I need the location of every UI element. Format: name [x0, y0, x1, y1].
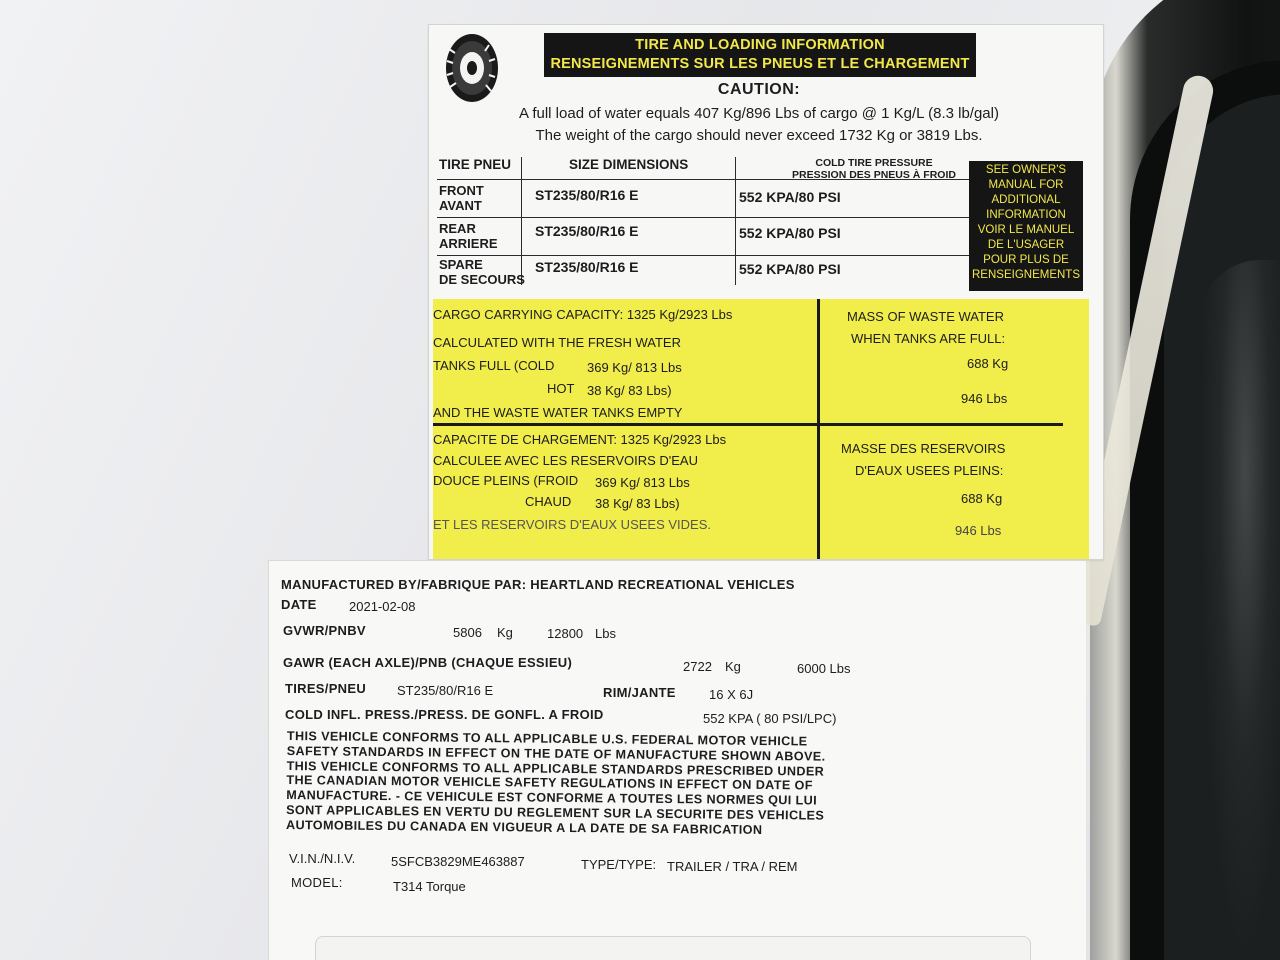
position-label-fr: AVANT	[439, 198, 482, 213]
vin-value: 5SFCB3829ME463887	[391, 854, 525, 869]
tire-pressure: 552 KPA/80 PSI	[739, 225, 841, 241]
conform-line: SAFETY STANDARDS IN EFFECT ON THE DATE OF MANUFACTURE SHOWN ABOVE.	[286, 743, 826, 764]
pressure-header-fr: PRESSION DES PNEUS À FROID	[792, 169, 956, 181]
tire-size: ST235/80/R16 E	[535, 187, 639, 203]
caution-heading: CAUTION:	[717, 81, 801, 98]
panel-divider	[433, 423, 1063, 426]
tire-row-spare	[439, 257, 525, 287]
tire-row-rear	[439, 221, 498, 251]
label-title	[544, 33, 976, 77]
gawr-label: GAWR (EACH AXLE)/PNB (CHAQUE ESSIEU)	[283, 655, 573, 670]
cargo-capacity-en: CARGO CARRYING CAPACITY: 1325 Kg/2923 Lbs	[433, 307, 733, 322]
title-line-1: TIRE AND LOADING INFORMATION	[635, 37, 885, 53]
gvwr-label: GVWR/PNBV	[283, 623, 366, 638]
waste-full-fr: D'EAUX USEES PLEINS:	[855, 463, 1004, 478]
see-owner-line: MANUAL FOR	[988, 179, 1064, 191]
manufactured-by: MANUFACTURED BY/FABRIQUE PAR: HEARTLAND RECREATIONAL VEHICLES	[281, 577, 795, 592]
conform-line: THE CANADIAN MOTOR VEHICLE SAFETY REGULATIONS IN EFFECT ON DATE OF	[286, 773, 813, 793]
door-glare	[1200, 260, 1280, 960]
date-value: 2021-02-08	[349, 599, 416, 614]
calc-line-fr: CALCULEE AVEC LES RESERVOIRS D'EAU	[433, 453, 698, 468]
tanks-full-en: TANKS FULL (COLD	[433, 358, 555, 373]
col-header-tire: TIRE PNEU	[439, 157, 512, 172]
rim-label: RIM/JANTE	[603, 685, 676, 700]
hot-water-en: 38 Kg/ 83 Lbs)	[587, 383, 672, 398]
gvwr-kg-unit: Kg	[497, 625, 513, 640]
tire-row-front	[439, 183, 484, 213]
see-owner-line: DE L'USAGER	[987, 239, 1065, 251]
row-divider	[437, 217, 971, 218]
tire-table	[437, 157, 971, 285]
gawr-kg: 2722	[683, 659, 712, 674]
hot-label-en: HOT	[547, 381, 575, 396]
cargo-capacity-fr: CAPACITE DE CHARGEMENT: 1325 Kg/2923 Lbs	[433, 432, 727, 447]
type-value: TRAILER / TRA / REM	[667, 859, 798, 874]
panel-divider	[817, 299, 820, 559]
row-divider	[437, 255, 971, 256]
conform-line: SONT APPLICABLES EN VERTU DU REGLEMENT SUR LA SECURITE DES VEHICLES	[286, 802, 825, 823]
cold-water-fr: 369 Kg/ 813 Lbs	[595, 475, 690, 490]
waste-lbs-en: 946 Lbs	[961, 391, 1008, 406]
see-owner-line: ADDITIONAL	[991, 194, 1061, 206]
tire-size: ST235/80/R16 E	[535, 223, 639, 239]
cargo-limit-text: The weight of the cargo should never exceed 1732 Kg or 3819 Lbs.	[535, 127, 983, 144]
pressure-header-en: COLD TIRE PRESSURE	[815, 157, 933, 169]
conform-line: AUTOMOBILES DU CANADA EN VIGUEUR A LA DATE DE SA FABRICATION	[285, 817, 763, 837]
position-label: FRONT	[439, 183, 484, 198]
model-value: T314 Torque	[393, 879, 466, 894]
see-owner-line: RENSEIGNEMENTS	[972, 269, 1080, 281]
tire-size: ST235/80/R16 E	[535, 259, 639, 275]
cold-pressure-value: 552 KPA ( 80 PSI/LPC)	[703, 711, 837, 726]
waste-kg-fr: 688 Kg	[961, 491, 1003, 506]
rim-value: 16 X 6J	[709, 687, 754, 702]
see-owner-line: POUR PLUS DE	[983, 254, 1069, 266]
conformity-statement	[286, 729, 907, 839]
hot-label-fr: CHAUD	[525, 494, 572, 509]
gvwr-kg: 5806	[453, 625, 482, 640]
date-label: DATE	[281, 597, 317, 612]
tire-loading-label	[428, 24, 1104, 560]
tires-value: ST235/80/R16 E	[397, 683, 494, 698]
see-owner-line: SEE OWNER'S	[985, 164, 1067, 176]
cold-pressure-label: COLD INFL. PRESS./PRESS. DE GONFL. A FROID	[285, 707, 604, 722]
gawr-lbs: 6000 Lbs	[797, 661, 851, 676]
row-divider	[437, 179, 971, 180]
gawr-kg-unit: Kg	[725, 659, 741, 674]
water-load-text: A full load of water equals 407 Kg/896 Lbs of cargo @ 1 Kg/L (8.3 lb/gal)	[519, 105, 999, 122]
position-label-fr: DE SECOURS	[439, 272, 525, 287]
col-header-size: SIZE DIMENSIONS	[569, 157, 689, 172]
col-header-pressure	[767, 157, 981, 181]
tanks-full-fr: DOUCE PLEINS (FROID	[433, 473, 579, 488]
table-divider	[735, 157, 736, 285]
gvwr-lbs-unit: Lbs	[595, 626, 616, 641]
type-label: TYPE/TYPE:	[581, 857, 657, 872]
position-label: REAR	[439, 221, 476, 236]
waste-lbs-fr: 946 Lbs	[955, 523, 1002, 538]
title-line-2: RENSEIGNEMENTS SUR LES PNEUS ET LE CHARGEMENT	[550, 56, 970, 72]
manufacturer-label	[268, 560, 1086, 960]
see-owners-manual-box	[969, 161, 1083, 291]
tires-label: TIRES/PNEU	[285, 681, 367, 696]
gvwr-lbs: 12800	[547, 626, 584, 641]
see-owner-line: VOIR LE MANUEL	[977, 224, 1075, 236]
waste-mass-fr: MASSE DES RESERVOIRS	[841, 441, 1006, 456]
position-label: SPARE	[439, 257, 483, 272]
waste-empty-en: AND THE WASTE WATER TANKS EMPTY	[433, 405, 683, 420]
cargo-capacity-panel	[433, 299, 1089, 559]
conform-line: THIS VEHICLE CONFORMS TO ALL APPLICABLE STANDARDS PRESCRIBED UNDER	[286, 758, 825, 779]
see-owner-line: INFORMATION	[986, 209, 1066, 221]
waste-empty-fr: ET LES RESERVOIRS D'EAUX USEES VIDES.	[433, 517, 711, 532]
model-label: MODEL:	[291, 875, 343, 890]
lower-sticker-edge	[315, 936, 1031, 960]
hot-water-fr: 38 Kg/ 83 Lbs)	[595, 496, 680, 511]
waste-full-en: WHEN TANKS ARE FULL:	[851, 331, 1006, 346]
calc-line-en: CALCULATED WITH THE FRESH WATER	[433, 335, 681, 350]
waste-mass-en: MASS OF WASTE WATER	[847, 309, 1004, 324]
tire-pressure: 552 KPA/80 PSI	[739, 189, 841, 205]
tire-pressure: 552 KPA/80 PSI	[739, 261, 841, 277]
conform-line: MANUFACTURE. - CE VEHICULE EST CONFORME A TOUTES LES NORMES QUI LUI	[286, 788, 818, 808]
waste-kg-en: 688 Kg	[967, 356, 1009, 371]
position-label-fr: ARRIERE	[439, 236, 498, 251]
vin-label: V.I.N./N.I.V.	[289, 851, 356, 866]
conform-line: THIS VEHICLE CONFORMS TO ALL APPLICABLE U.S. FEDERAL MOTOR VEHICLE	[286, 729, 808, 749]
cold-water-en: 369 Kg/ 813 Lbs	[587, 360, 682, 375]
